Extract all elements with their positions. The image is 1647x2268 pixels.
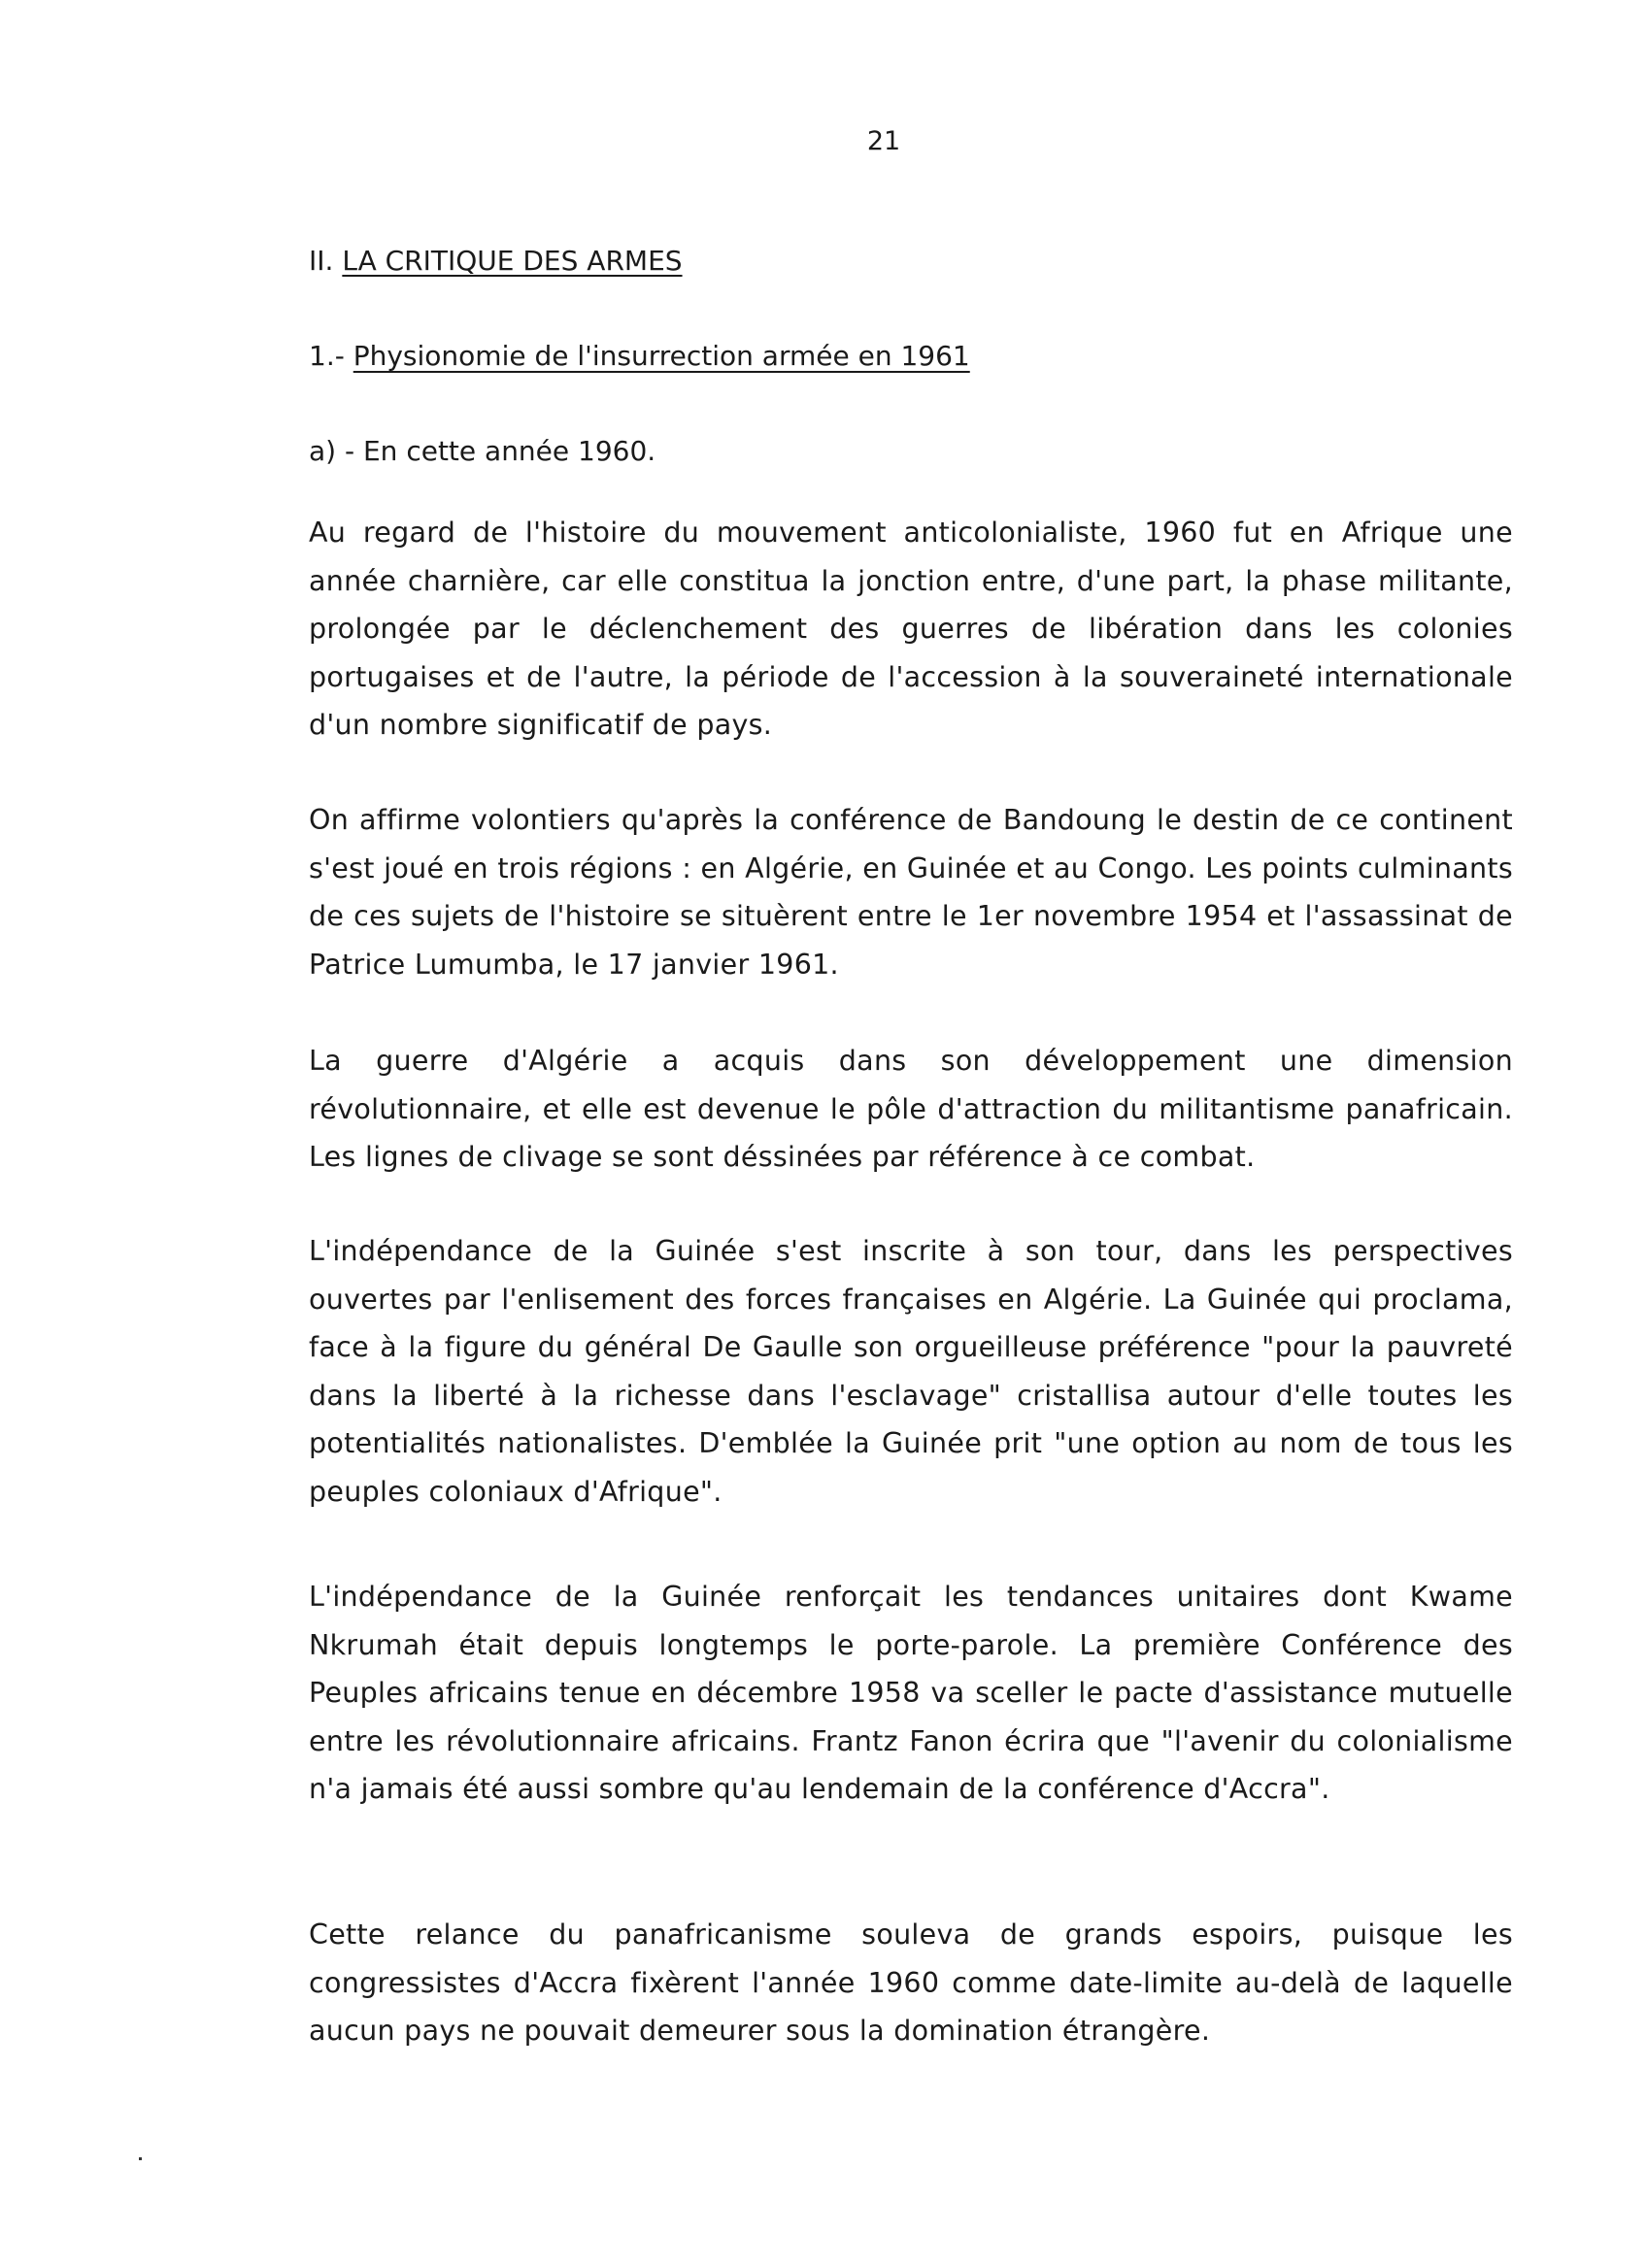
paragraph: On affirme volontiers qu'après la conférence de Bandoung le destin de ce continent s'est joué en trois régions : en Algérie, en Guinée et au Congo. Les points culminants de ces sujets de l'histoire se situèrent entre le 1er novembre 1954 et l'assassinat de Patrice Lumumba, le 17 janvier 1961. [309, 804, 1513, 981]
subheading: a) - En cette année 1960. [309, 435, 656, 467]
paragraph: La guerre d'Algérie a acquis dans son développement une dimension révolutionnaire, et elle est devenue le pôle d'attraction du militantisme panafricain. Les lignes de clivage se sont déssinées par référence à ce combat. [309, 1045, 1513, 1173]
margin-mark [139, 2157, 142, 2160]
page-number: 21 [866, 126, 901, 156]
subsection-title-text: Physionomie de l'insurrection armée en 1961 [353, 340, 970, 372]
paragraph: Au regard de l'histoire du mouvement anticolonialiste, 1960 fut en Afrique une année charnière, car elle constitua la jonction entre, d'une part, la phase militante, prolongée par le déclenchement des guerres de libération dans les colonies portugaises et de l'autre, la période de l'accession à la souveraineté internationale d'un nombre significatif de pays. [309, 517, 1513, 741]
section-numeral: II. [309, 245, 334, 277]
paragraph: L'indépendance de la Guinée renforçait les tendances unitaires dont Kwame Nkrumah était depuis longtemps le porte-parole. La première Conférence des Peuples africains tenue en décembre 1958 va sceller le pacte d'assistance mutuelle entre les révolutionnaire africains. Frantz Fanon écrira que "l'avenir du colonialisme n'a jamais été aussi sombre qu'au lendemain de la conférence d'Accra". [309, 1581, 1513, 1805]
section-title-text: LA CRITIQUE DES ARMES [342, 245, 683, 277]
subsection-title [309, 340, 970, 372]
subsection-number: 1.- [309, 340, 345, 372]
paragraph: L'indépendance de la Guinée s'est inscrite à son tour, dans les perspectives ouvertes par l'enlisement des forces françaises en Algérie. La Guinée qui proclama, face à la figure du général De Gaulle son orgueilleuse préférence "pour la pauvreté dans la liberté à la richesse dans l'esclavage" cristallisa autour d'elle toutes les potentialités nationalistes. D'emblée la Guinée prit "une option au nom de tous les peuples coloniaux d'Afrique". [309, 1235, 1513, 1508]
section-title [309, 245, 683, 277]
paragraph: Cette relance du panafricanisme souleva de grands espoirs, puisque les congressistes d'Accra fixèrent l'année 1960 comme date-limite au-delà de laquelle aucun pays ne pouvait demeurer sous la domination étrangère. [309, 1918, 1513, 2047]
